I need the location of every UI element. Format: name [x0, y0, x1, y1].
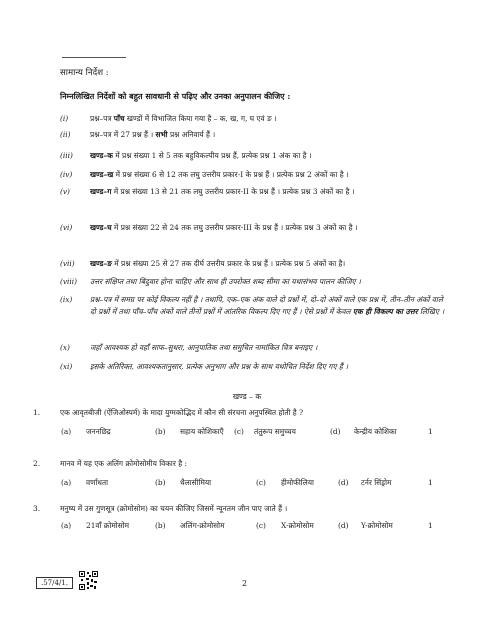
option-label: (b)	[155, 521, 166, 530]
instruction-item	[60, 222, 448, 246]
instruction-number: (ii)	[60, 130, 71, 139]
option-label: (b)	[155, 427, 166, 436]
qr-code-icon	[79, 571, 98, 590]
option-text: केन्द्रीय कोशिका	[354, 427, 397, 436]
question-number: 1.	[33, 408, 41, 417]
instruction-item	[60, 129, 448, 141]
instruction-text: उत्तर संक्षिप्त तथा बिंदुवार होना चाहिए और साथ ही उपरोक्त शब्द सीमा का यथासंभव पालन कीजिए ।	[90, 277, 361, 286]
instruction-text: खण्ड–घ में प्रश्न संख्या 22 से 24 तक लघु उत्तरीय प्रकार-III के प्रश्न हैं । प्रत्येक प्रश्न 3 अंकों का है ।	[90, 223, 358, 232]
option-text: टर्नर सिंड्रोम	[361, 478, 392, 487]
instruction-number: (v)	[60, 187, 70, 196]
instruction-number: (vii)	[60, 259, 75, 268]
instruction-text: प्रश्न–पत्र में समग्र पर कोई विकल्प नहीं है । तथापि, एक–एक अंक वाले दो प्रश्नों में, दो–दो अंकों वाले एक प्रश्न में, तीन–तीन अंकों वाले दो प्रश्नों में तथा पाँच–पाँच अंकों वाले तीनों प्रश्नों में आंतरिक विकल्प दिए गए हैं । ऐसे प्रश्नों में केवल एक ही विकल्प का उत्तर लिखिए ।	[90, 295, 445, 316]
option-label: (d)	[338, 478, 349, 487]
option-label: (a)	[61, 521, 72, 530]
general-instructions-heading: सामान्य निर्देश :	[60, 68, 109, 78]
instruction-text: खण्ड–ख में प्रश्न संख्या 6 से 12 तक लघु उत्तरीय प्रकार-I के प्रश्न हैं । प्रत्येक प्रश्न 2 अंकों का है ।	[90, 170, 349, 179]
instruction-text: खण्ड–ङ में प्रश्न संख्या 25 से 27 तक दीर्घ उत्तरीय प्रकार के प्रश्न हैं । प्रत्येक प्रश्न 5 अंकों का है।	[90, 259, 346, 268]
option-label: (c)	[234, 427, 244, 436]
question-number: 2.	[33, 459, 41, 468]
question-text: मनुष्य में उस गुणसूत्र (क्रोमोसोम) का चयन कीजिए जिसमें न्यूनतम जीन पाए जाते हैं ।	[60, 504, 288, 513]
instruction-item	[60, 342, 448, 354]
option-text: वर्णांधता	[86, 478, 109, 487]
option-text: तंतुरूप समुच्चय	[254, 427, 296, 436]
option-text: थैलासीमिया	[180, 478, 212, 487]
instruction-number: (iii)	[60, 151, 73, 160]
option-label: (a)	[61, 427, 72, 436]
instruction-item	[60, 258, 448, 270]
marks-value: 1	[428, 521, 433, 530]
option-label: (c)	[256, 478, 266, 487]
instruction-number: (ix)	[60, 295, 73, 304]
instruction-item	[60, 186, 448, 210]
instruction-item	[60, 150, 448, 162]
instruction-number: (viii)	[60, 277, 78, 286]
option-label: (d)	[338, 521, 349, 530]
option-text: Y-क्रोमोसोम	[361, 521, 393, 530]
option-label: (a)	[61, 478, 72, 487]
instruction-item	[60, 169, 448, 181]
instruction-number: (xi)	[60, 362, 73, 371]
instruction-text: खण्ड–ग में प्रश्न संख्या 13 से 21 तक लघु उत्तरीय प्रकार-II के प्रश्न हैं । प्रत्येक प्रश्न 3 अंकों का है ।	[90, 187, 355, 196]
instruction-number: (vi)	[60, 223, 73, 232]
instruction-text: खण्ड–क में प्रश्न संख्या 1 से 5 तक बहुविकल्पीय प्रश्न हैं, प्रत्येक प्रश्न 1 अंक का है ।	[90, 151, 312, 160]
top-divider-line	[62, 57, 126, 58]
option-text: X-क्रोमोसोम	[281, 521, 314, 530]
instruction-text: जहाँ आवश्यक हो वहाँ साफ–सुथरा, आनुपातिक तथा समुचित नामांकित चित्र बनाइए ।	[90, 343, 318, 352]
instruction-text: इसके अतिरिक्त, आवश्यकतानुसार, प्रत्येक अनुभाग और प्रश्न के साथ यथोचित निर्देश दिए गए हैं ।	[90, 362, 348, 371]
question-text: मानव में यह एक अलिंग क्रोमोसोमीय विकार है :	[60, 459, 187, 468]
instruction-item	[60, 113, 448, 125]
marks-value: 1	[428, 427, 433, 436]
option-text: अलिंग-क्रोमोसोम	[180, 521, 225, 530]
instruction-item	[60, 276, 448, 288]
option-text: हीमोफीलिया	[281, 478, 314, 487]
section-heading: खण्ड – क	[232, 392, 262, 401]
instruction-text: प्रश्न–पत्र पाँच खण्डों में विभाजित किया गया है – क, ख, ग, घ एवं ङ ।	[90, 114, 277, 123]
option-label: (c)	[256, 521, 266, 530]
option-label: (b)	[155, 478, 166, 487]
instructions-intro: निम्नलिखित निर्देशों को बहुत सावधानी से पढ़िए और उनका अनुपालन कीजिए :	[60, 91, 291, 101]
option-label: (d)	[330, 427, 341, 436]
option-text: जननछिद्र	[86, 427, 111, 436]
instruction-number: (x)	[60, 343, 70, 352]
marks-value: 1	[428, 478, 433, 487]
option-text: 21वाँ क्रोमोसोम	[86, 521, 130, 530]
question-text: एक आवृतबीजी (ऐंजिओस्पर्म) के मादा युग्मकोद्भिद में कौन सी संरचना अनुपस्थित होती है ?	[60, 408, 304, 417]
instruction-number: (i)	[60, 114, 69, 123]
instruction-text: प्रश्न–पत्र में 27 प्रश्न हैं । सभी प्रश्न अनिवार्य हैं ।	[90, 130, 216, 139]
paper-code: .57/4/1.	[36, 577, 73, 589]
instruction-item	[60, 361, 448, 373]
page-number: 2	[242, 579, 248, 588]
instruction-number: (iv)	[60, 170, 73, 179]
instruction-item	[60, 294, 448, 330]
question-number: 3.	[33, 504, 41, 513]
option-text: सहाय कोशिकाएँ	[180, 427, 224, 436]
